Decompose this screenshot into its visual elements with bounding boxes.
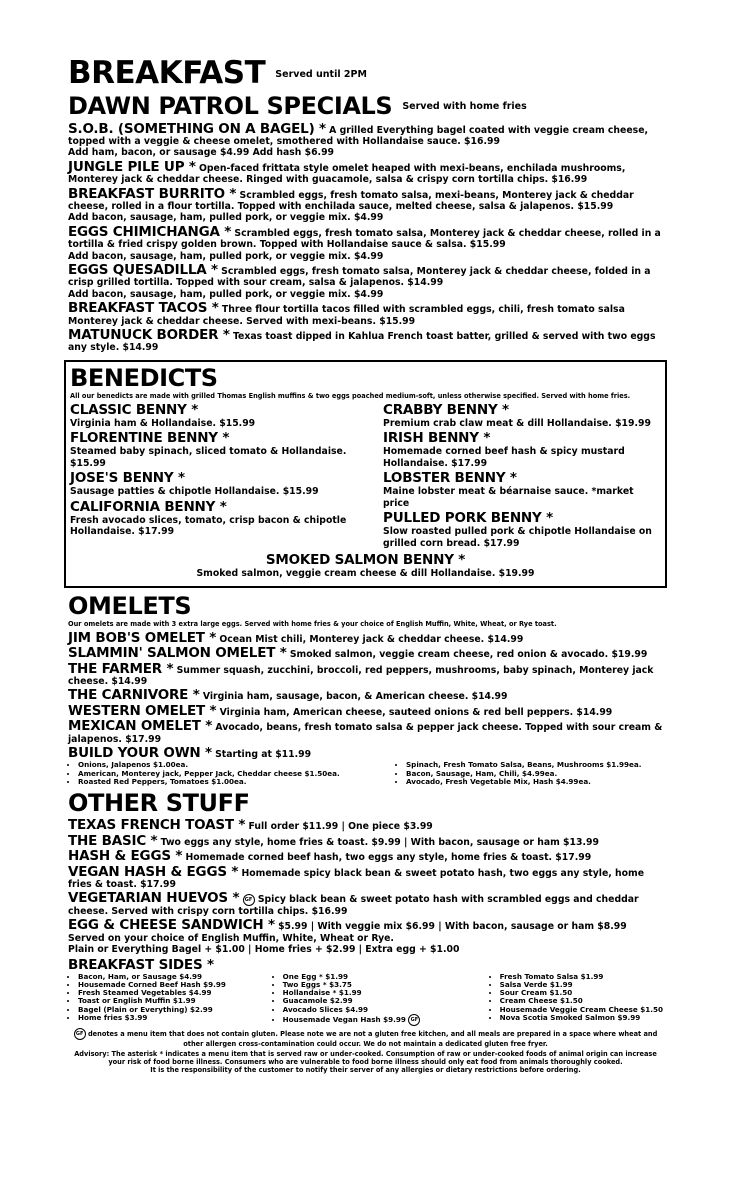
menu-item <box>68 158 663 186</box>
sides-column-1 <box>68 973 273 1026</box>
item-extra: Add bacon, sausage, ham, pulled pork, or veggie mix. $4.99 <box>68 250 384 262</box>
benedicts-note: All our benedicts are made with grilled Thomas English muffins & two eggs poached medium-soft, unless otherwise specified. Served with home fries. <box>70 391 631 400</box>
menu-item <box>68 629 663 646</box>
sides-column-3 <box>490 973 663 1026</box>
benny-name: FLORENTINE BENNY * <box>70 430 230 447</box>
list-item: • Spinach, Fresh Tomato Salsa, Beans, Mushrooms $1.99ea. <box>406 761 641 769</box>
benny-desc: Sausage patties & chipotle Hollandaise. $15.99 <box>70 486 319 498</box>
item-desc: Virginia ham, American cheese, sauteed onions & red bell peppers. $14.99 <box>219 706 613 718</box>
item-name: WESTERN OMELET * <box>68 702 217 719</box>
benny-desc: Slow roasted pulled pork & chipotle Hollandaise on grilled corn bread. $17.99 <box>383 526 652 549</box>
menu-item <box>68 817 663 834</box>
dawn-title <box>68 92 663 121</box>
menu-item <box>68 223 663 262</box>
benny-desc: Steamed baby spinach, sliced tomato & Hollandaise. $15.99 <box>70 446 347 469</box>
benedicts-columns <box>70 401 661 550</box>
byo-options <box>68 761 663 786</box>
item-name: VEGETARIAN HUEVOS * <box>68 890 240 907</box>
list-item: • Cream Cheese $1.50 <box>500 997 663 1005</box>
advisory-note: Advisory: The asterisk * indicates a menu item that is served raw or under-cooked. Consumption of raw or under-cooked foods of animal origin can increase your risk of food borne illness. Consumers who are vulnerable to food borne illness should only eat food from animals thoroughly cooked. <box>74 1050 657 1066</box>
item-name: BREAKFAST BURRITO * <box>68 185 237 202</box>
item-desc: Open-faced frittata style omelet heaped with mexi-beans, enchilada mushrooms, Monterey jack & cheddar cheese. Ringed with guacamole, salsa & crispy corn tortilla chips. $16.99 <box>68 162 626 186</box>
menu-page <box>68 56 663 1074</box>
menu-item <box>68 917 663 956</box>
menu-item <box>68 327 663 354</box>
gluten-free-icon: GF <box>243 894 255 906</box>
gluten-free-icon: GF <box>74 1028 86 1040</box>
item-name: BUILD YOUR OWN * <box>68 745 212 762</box>
list-item: • One Egg * $1.99 <box>283 973 490 981</box>
byo-options-right <box>396 761 641 786</box>
menu-item <box>68 702 663 719</box>
list-item: • Fresh Steamed Vegetables $4.99 <box>78 989 273 997</box>
benedicts-box <box>64 360 667 588</box>
byo-options-left <box>68 761 396 786</box>
item-desc: Scrambled eggs, fresh tomato salsa, Monterey jack & cheddar cheese, folded in a crisp grilled tortilla. Topped with sour cream, salsa & jalapenos. $14.99 <box>68 265 651 289</box>
gluten-free-note <box>68 1028 663 1048</box>
item-name: JUNGLE PILE UP * <box>68 158 196 175</box>
list-item: • Hollandaise * $1.99 <box>283 989 490 997</box>
item-desc: $5.99 | With veggie mix $6.99 | With bacon, sausage or ham $8.99 <box>278 921 627 933</box>
benny-desc: Virginia ham & Hollandaise. $15.99 <box>70 417 256 429</box>
item-desc: Avocado, beans, fresh tomato salsa & pepper jack cheese. Topped with sour cream & jalapenos. $17.99 <box>68 722 663 745</box>
item-name: HASH & EGGS * <box>68 848 183 865</box>
list-item: • Fresh Tomato Salsa $1.99 <box>500 973 663 981</box>
list-item: • Bacon, Sausage, Ham, Chili, $4.99ea. <box>406 770 641 778</box>
omelets-title: OMELETS <box>68 591 192 620</box>
responsibility-note: It is the responsibility of the customer to notify their server of any allergies or dietary restrictions before ordering. <box>150 1066 581 1074</box>
item-desc: Homemade spicy black bean & sweet potato hash, two eggs any style, home fries & toast. $17.99 <box>68 867 645 890</box>
menu-item <box>68 848 663 865</box>
item-desc: Smoked salmon, veggie cream cheese, red onion & avocado. $19.99 <box>289 649 648 661</box>
item-desc: Starting at $11.99 <box>215 749 312 761</box>
menu-item <box>68 890 663 917</box>
smoked-salmon-benny <box>70 553 661 580</box>
benny-name: SMOKED SALMON BENNY * <box>265 552 466 569</box>
item-desc: Virginia ham, sausage, bacon, & American cheese. $14.99 <box>202 691 508 703</box>
item-name: MEXICAN OMELET * <box>68 718 213 735</box>
list-item: • Bagel (Plain or Everything) $2.99 <box>78 1006 273 1014</box>
dawn-heading: DAWN PATROL SPECIALS <box>68 91 393 120</box>
other-items <box>68 817 663 956</box>
other-title: OTHER STUFF <box>68 789 250 818</box>
list-item: • Housemade Veggie Cream Cheese $1.50 <box>500 1006 663 1014</box>
benny-name: IRISH BENNY * <box>383 430 491 447</box>
list-item <box>283 1014 490 1026</box>
benny-name: CRABBY BENNY * <box>383 401 509 418</box>
item-extra: Served on your choice of English Muffin, White, Wheat or Rye. <box>68 932 394 944</box>
item-name: THE FARMER * <box>68 660 174 677</box>
menu-item <box>68 645 663 662</box>
list-item: • Sour Cream $1.50 <box>500 989 663 997</box>
breakfast-title <box>68 56 663 92</box>
list-item: • Guacamole $2.99 <box>283 997 490 1005</box>
item-desc: Full order $11.99 | One piece $3.99 <box>248 821 433 833</box>
item-name: VEGAN HASH & EGGS * <box>68 863 239 880</box>
list-item: • Onions, Jalapenos $1.00ea. <box>78 761 396 769</box>
item-desc: Scrambled eggs, fresh tomato salsa, Monterey jack & cheddar cheese, rolled in a tortilla & fried crispy golden brown. Topped with Hollandaise sauce & salsa. $15.99 <box>68 227 661 251</box>
benny-name: PULLED PORK BENNY * <box>383 510 553 527</box>
menu-item <box>68 660 663 688</box>
item-name: BREAKFAST TACOS * <box>68 300 219 317</box>
item-extra: Add ham, bacon, or sausage $4.99 Add hash $6.99 <box>68 147 335 159</box>
item-name: TEXAS FRENCH TOAST * <box>68 817 246 834</box>
item-extra: Add bacon, sausage, ham, pulled pork, or veggie mix. $4.99 <box>68 212 384 224</box>
item-desc: A grilled Everything bagel coated with veggie cream cheese, topped with a veggie & cheese omelet, smothered with Hollandaise sauce. $16.99 <box>68 124 649 147</box>
item-desc: Summer squash, zucchini, broccoli, red peppers, mushrooms, baby spinach, Monterey jack cheese. $14.99 <box>68 664 654 688</box>
list-item: • Two Eggs * $3.75 <box>283 981 490 989</box>
menu-item <box>68 185 663 224</box>
benedicts-left-column <box>70 401 352 550</box>
item-name: EGGS CHIMICHANGA * <box>68 223 232 240</box>
item-name: MATUNUCK BORDER * <box>68 327 230 343</box>
menu-item <box>68 300 663 327</box>
item-name: THE BASIC * <box>68 832 158 849</box>
benny-name: CALIFORNIA BENNY * <box>70 498 227 515</box>
list-item: • Avocado Slices $4.99 <box>283 1006 490 1014</box>
gluten-free-icon: GF <box>408 1014 420 1026</box>
menu-item <box>68 687 663 704</box>
omelets-note: Our omelets are made with 3 extra large eggs. Served with home fries & your choice of English Muffin, White, Wheat, or Rye toast. <box>68 619 557 628</box>
sides-columns <box>68 973 663 1026</box>
item-name: JIM BOB'S OMELET * <box>68 629 217 646</box>
gf-note-text: denotes a menu item that does not contain gluten. Please note we are not a gluten free kitchen, and all meals are prepared in a space where wheat and other allergen cross-contamination could occur. We do not maintain a dedicated gluten free fryer. <box>87 1030 658 1048</box>
breakfast-subtitle: Served until 2PM <box>275 68 367 80</box>
breakfast-heading: BREAKFAST <box>68 55 266 91</box>
list-item: • Toast or English Muffin $1.99 <box>78 997 273 1005</box>
item-desc: Ocean Mist chili, Monterey jack & cheddar cheese. $14.99 <box>219 633 524 645</box>
item-name: THE CARNIVORE * <box>68 687 200 704</box>
benny-name: LOBSTER BENNY * <box>383 470 517 487</box>
benny-desc: Fresh avocado slices, tomato, crisp bacon & chipotle Hollandaise. $17.99 <box>70 514 347 538</box>
benny-name: CLASSIC BENNY * <box>70 401 199 418</box>
item-desc: Spicy black bean & sweet potato hash with scrambled eggs and cheddar cheese. Served with crispy corn tortilla chips. $16.99 <box>68 894 639 917</box>
list-item: • Salsa Verde $1.99 <box>500 981 663 989</box>
list-item: • Nova Scotia Smoked Salmon $9.99 <box>500 1014 663 1022</box>
item-desc: Scrambled eggs, fresh tomato salsa, mexi-beans, Monterey jack & cheddar cheese, rolled in a flour tortilla. Topped with enchilada sauce, melted cheese, salsa & jalapenos. $15.99 <box>68 189 634 212</box>
item-name: SLAMMIN' SALMON OMELET * <box>68 645 287 662</box>
item-name: EGG & CHEESE SANDWICH * <box>68 917 275 934</box>
item-desc: Three flour tortilla tacos filled with scrambled eggs, chili, fresh tomato salsa Monterey jack & cheddar cheese. Served with mexi-beans. $15.99 <box>68 304 625 327</box>
menu-item <box>68 863 663 891</box>
list-item: • Home fries $3.99 <box>78 1014 273 1022</box>
list-item: • Roasted Red Peppers, Tomatoes $1.00ea. <box>78 778 396 786</box>
item-desc: Two eggs any style, home fries & toast. $9.99 | With bacon, sausage or ham $13.99 <box>160 836 599 848</box>
menu-item <box>68 261 663 300</box>
dawn-subtitle: Served with home fries <box>402 100 527 112</box>
benny-name: JOSE'S BENNY * <box>70 470 185 487</box>
sides-column-2 <box>273 973 490 1026</box>
item-desc: Texas toast dipped in Kahlua French toast batter, grilled & served with two eggs any style. $14.99 <box>68 331 656 354</box>
benny-desc: Maine lobster meat & béarnaise sauce. *market price <box>383 486 634 509</box>
side-label: Housemade Vegan Hash $9.99 <box>282 1015 406 1024</box>
benny-desc: Premium crab claw meat & dill Hollandaise. $19.99 <box>383 417 651 429</box>
omelet-items <box>68 629 663 762</box>
benedicts-title: BENEDICTS <box>70 363 218 392</box>
menu-item <box>68 832 663 849</box>
list-item: • American, Monterey jack, Pepper Jack, Cheddar cheese $1.50ea. <box>78 770 396 778</box>
dawn-items <box>68 120 663 354</box>
list-item: • Avocado, Fresh Vegetable Mix, Hash $4.99ea. <box>406 778 641 786</box>
list-item: • Housemade Corned Beef Hash $9.99 <box>78 981 273 989</box>
item-extra: Plain or Everything Bagel + $1.00 | Home fries + $2.99 | Extra egg + $1.00 <box>68 944 460 956</box>
list-item: • Bacon, Ham, or Sausage $4.99 <box>78 973 273 981</box>
item-desc: Homemade corned beef hash, two eggs any style, home fries & toast. $17.99 <box>185 852 592 864</box>
benedicts-right-column <box>383 401 661 550</box>
menu-item <box>68 718 663 745</box>
menu-item <box>68 120 663 159</box>
benny-desc: Smoked salmon, veggie cream cheese & dill Hollandaise. $19.99 <box>196 568 535 580</box>
menu-item <box>68 745 663 762</box>
item-extra: Add bacon, sausage, ham, pulled pork, or veggie mix. $4.99 <box>68 288 384 300</box>
item-name: S.O.B. (SOMETHING ON A BAGEL) * <box>68 120 326 137</box>
sides-title: BREAKFAST SIDES * <box>68 956 214 973</box>
item-name: EGGS QUESADILLA * <box>68 261 218 278</box>
benny-desc: Homemade corned beef hash & spicy mustard Hollandaise. $17.99 <box>383 446 625 469</box>
